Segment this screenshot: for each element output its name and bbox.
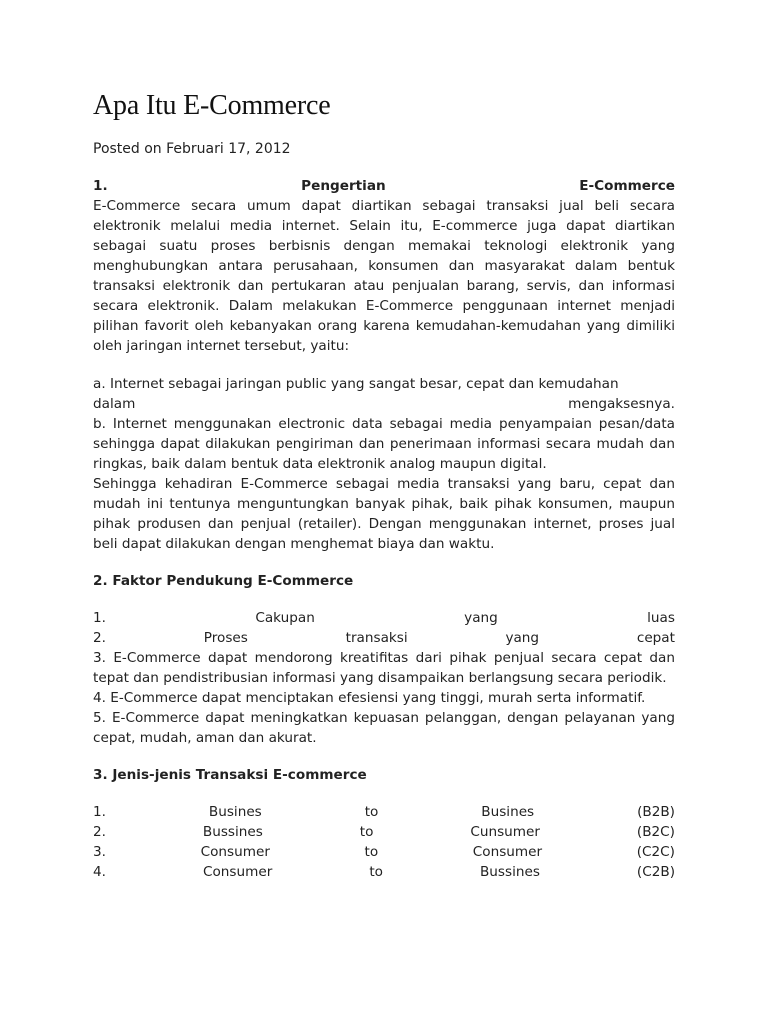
section-1-heading (93, 176, 675, 196)
transaksi-cell: Busines (208, 804, 262, 820)
item-a-word-mengaksesnya: mengaksesnya. (568, 396, 675, 412)
section-2-heading: 2. Faktor Pendukung E-Commerce (93, 573, 354, 589)
transaksi-cell: (C2C) (636, 844, 675, 860)
posted-date: Posted on Februari 17, 2012 (93, 141, 291, 157)
section-faktor-pendukung (93, 571, 675, 748)
transaksi-cell: 4. (93, 864, 106, 880)
item-a-line-1: a. Internet sebagai jaringan public yang sangat besar, cepat dan kemudahan (93, 376, 619, 392)
faktor-item-1 (93, 608, 675, 628)
transaksi-cell: Bussines (202, 824, 263, 840)
section-3-heading: 3. Jenis-jenis Transaksi E-commerce (93, 767, 367, 783)
transaksi-cell: to (369, 864, 383, 880)
faktor-item-2-word-3: yang (505, 630, 540, 646)
transaksi-cell: Bussines (479, 864, 540, 880)
item-b: b. Internet menggunakan electronic data sebagai media penyampaian pesan/data sehingga dapat dilakukan pengiriman dan penerimaan informasi secara mudah dan ringkas, baik dalam bentuk data elektronik analog maupun digital. (93, 416, 675, 472)
page-title: Apa Itu E-Commerce (93, 90, 331, 121)
transaksi-cell: Consumer (200, 844, 270, 860)
article (93, 88, 675, 882)
transaksi-cell: to (364, 844, 379, 860)
faktor-item-2-word-2: transaksi (345, 630, 408, 646)
transaksi-row-1 (93, 802, 675, 822)
transaksi-cell: to (359, 824, 374, 840)
transaksi-row-2 (93, 822, 675, 842)
transaksi-cell: (C2B) (636, 864, 675, 880)
faktor-item-3: 3. E-Commerce dapat mendorong kreatifitas dari pihak penjual secara cepat dan tepat dan pendistribusian informasi yang disampaikan berlangsung secara periodik. (93, 650, 675, 686)
transaksi-list (93, 802, 675, 882)
transaksi-cell: Consumer (472, 844, 543, 860)
faktor-item-2-number: 2. (93, 630, 106, 646)
faktor-item-5: 5. E-Commerce dapat meningkatkan kepuasan pelanggan, dengan pelayanan yang cepat, mudah, aman dan akurat. (93, 710, 675, 746)
transaksi-cell: (B2C) (636, 824, 675, 840)
transaksi-cell: 3. (93, 844, 106, 860)
faktor-item-2-word-4: cepat (636, 630, 675, 646)
faktor-item-1-word-3: luas (647, 610, 675, 626)
section-1-paragraph-2: Sehingga kehadiran E-Commerce sebagai media transaksi yang baru, cepat dan mudah ini tentunya menguntungkan banyak pihak, baik pihak konsumen, maupun pihak produsen dan penjual (retailer). Dengan menggunakan internet, proses jual beli dapat dilakukan dengan menghemat biaya dan waktu. (93, 476, 675, 552)
faktor-item-2 (93, 628, 675, 648)
item-a-word-dalam: dalam (93, 396, 136, 412)
section-1-word-ecommerce: E-Commerce (579, 178, 675, 194)
section-pengertian (93, 176, 675, 554)
transaksi-row-3 (93, 842, 675, 862)
faktor-item-1-number: 1. (93, 610, 106, 626)
item-a-line-2 (93, 394, 675, 414)
faktor-item-1-word-1: Cakupan (255, 610, 315, 626)
transaksi-cell: Busines (481, 804, 535, 820)
transaksi-cell: 2. (93, 824, 106, 840)
section-jenis-transaksi (93, 765, 675, 882)
faktor-item-4: 4. E-Commerce dapat menciptakan efesiensi yang tinggi, murah serta informatif. (93, 690, 646, 706)
transaksi-cell: to (364, 804, 379, 820)
section-1-word-pengertian: Pengertian (301, 178, 386, 194)
transaksi-cell: Cunsumer (470, 824, 540, 840)
faktor-item-2-word-1: Proses (203, 630, 248, 646)
transaksi-cell: 1. (93, 804, 106, 820)
section-1-number: 1. (93, 178, 108, 194)
transaksi-row-4 (93, 862, 675, 882)
transaksi-cell: Consumer (202, 864, 273, 880)
faktor-item-1-word-2: yang (464, 610, 498, 626)
transaksi-cell: (B2B) (637, 804, 675, 820)
section-1-paragraph-1: E-Commerce secara umum dapat diartikan sebagai transaksi jual beli secara elektronik melalui media internet. Selain itu, E-commerce juga dapat diartikan sebagai suatu proses berbisnis dengan memakai teknologi elektronik yang menghubungkan antara perusahaan, konsumen dan masyarakat dalam bentuk transaksi elektronik dan pertukaran atau penjualan barang, servis, dan informasi secara elektronik. Dalam melakukan E-Commerce penggunaan internet menjadi pilihan favorit oleh kebanyakan orang karena kemudahan-kemudahan yang dimiliki oleh jaringan internet tersebut, yaitu: (93, 198, 675, 354)
